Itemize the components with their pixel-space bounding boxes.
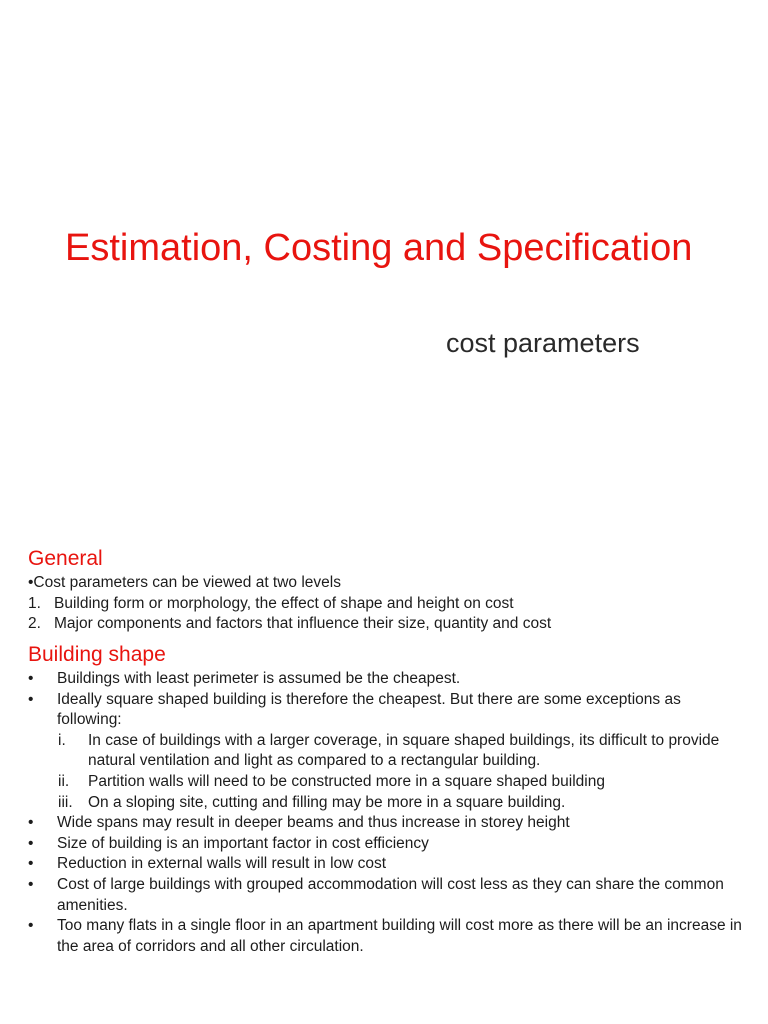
bullet-icon: • [28, 690, 34, 708]
list-item [28, 916, 748, 957]
sub-list-item [28, 793, 748, 814]
sub-list-item-text: On a sloping site, cutting and filling may be more in a square building. [88, 793, 566, 811]
roman-marker: ii. [58, 772, 70, 790]
list-item [28, 813, 748, 834]
list-item-text: Buildings with least perimeter is assumed be the cheapest. [57, 670, 461, 687]
bullet-icon: • [28, 917, 34, 935]
list-item-text: Reduction in external walls will result in low cost [57, 855, 387, 873]
roman-marker: iii. [58, 793, 73, 811]
list-item [28, 594, 748, 615]
list-item [28, 614, 748, 635]
bullet-icon: • [28, 670, 34, 687]
list-marker: 1. [28, 594, 41, 612]
list-item-text: Too many flats in a single floor in an apartment building will cost more as there will be an increase in the area of corridors and all other circulation. [57, 917, 742, 955]
list-item-text: Ideally square shaped building is therefore the cheapest. But there are some exceptions as following: [57, 690, 681, 729]
slide-title: Estimation, Costing and Specification [65, 227, 693, 269]
list-item-text: Size of building is an important factor in cost efficiency [57, 834, 429, 852]
list-item [28, 834, 748, 855]
list-item [28, 690, 748, 731]
bullet-icon: • [28, 834, 34, 852]
sub-list-item-text: Partition walls will need to be constructed more in a square shaped building [88, 772, 605, 790]
list-item [28, 854, 748, 875]
general-heading: General [28, 547, 103, 570]
list-item [28, 669, 748, 690]
general-intro-text: •Cost parameters can be viewed at two levels [28, 574, 341, 591]
list-item [28, 875, 748, 916]
list-marker: 2. [28, 615, 41, 633]
bullet-icon: • [28, 875, 34, 893]
general-section [28, 573, 748, 635]
building-shape-heading: Building shape [28, 643, 166, 666]
list-item-text: Major components and factors that influence their size, quantity and cost [54, 615, 552, 633]
bullet-icon: • [28, 855, 34, 873]
sub-list-item [28, 772, 748, 793]
general-intro [28, 573, 748, 594]
list-item-text: Building form or morphology, the effect of shape and height on cost [54, 594, 514, 612]
list-item-text: Wide spans may result in deeper beams and thus increase in storey height [57, 814, 570, 832]
sub-list-item-text: In case of buildings with a larger coverage, in square shaped buildings, its difficult to provide natural ventilation and light as compared to a rectangular building. [88, 731, 720, 770]
building-shape-section [28, 669, 748, 957]
roman-marker: i. [58, 731, 66, 749]
slide-subtitle: cost parameters [446, 328, 640, 358]
bullet-icon: • [28, 814, 34, 832]
sub-list-item [28, 731, 748, 772]
list-item-text: Cost of large buildings with grouped accommodation will cost less as they can share the common amenities. [57, 875, 724, 914]
